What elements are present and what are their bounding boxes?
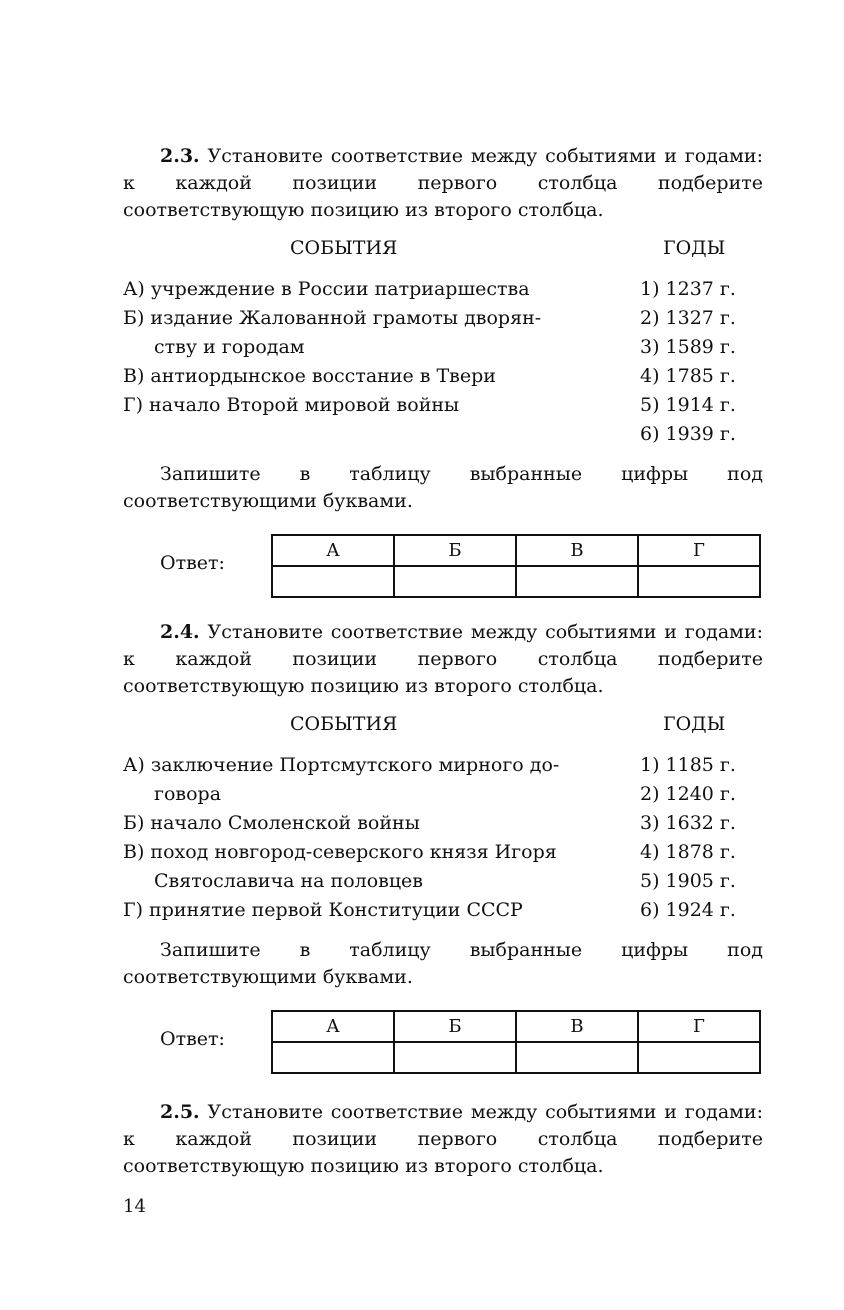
answer-col-header: А <box>272 535 394 566</box>
task-number: 2.5. <box>160 1101 200 1123</box>
column-headers <box>123 237 763 265</box>
answer-col-header: А <box>272 1011 394 1042</box>
matching-row <box>123 275 763 304</box>
matching-row <box>123 780 763 809</box>
year-item: 3) 1632 г. <box>640 812 736 834</box>
year-item: 6) 1924 г. <box>640 899 736 921</box>
matching-row <box>123 838 763 867</box>
answer-col-header: В <box>516 1011 638 1042</box>
years-header: ГОДЫ <box>663 237 726 259</box>
answer-cell[interactable] <box>638 1042 760 1073</box>
year-item: 3) 1589 г. <box>640 336 736 358</box>
task-intro <box>123 143 763 224</box>
answer-cell[interactable] <box>272 566 394 597</box>
event-item: В) поход новгород-северского князя Игоря <box>123 841 557 863</box>
matching-rows <box>123 751 763 925</box>
task-intro-text: Установите соответствие между событиями и годами: к каждой позиции первого столбца подберите соответствующую позицию из второго столбца. <box>123 145 763 221</box>
answer-col-header: Г <box>638 535 760 566</box>
event-item: ству и городам <box>154 336 305 358</box>
task-number: 2.3. <box>160 145 200 167</box>
year-item: 5) 1905 г. <box>640 870 736 892</box>
matching-row <box>123 391 763 420</box>
year-item: 6) 1939 г. <box>640 423 736 445</box>
events-header: СОБЫТИЯ <box>290 713 398 735</box>
task-2-4 <box>123 619 763 1076</box>
year-item: 4) 1878 г. <box>640 841 736 863</box>
task-intro-text: Установите соответствие между событиями и годами: к каждой позиции первого столбца подберите соответствующую позицию из второго столбца. <box>123 621 763 697</box>
matching-row <box>123 304 763 333</box>
year-item: 2) 1327 г. <box>640 307 736 329</box>
answer-table <box>271 534 761 598</box>
task-2-5 <box>123 1099 763 1180</box>
answer-block <box>123 1010 763 1076</box>
matching-row <box>123 333 763 362</box>
event-item: Б) начало Смоленской войны <box>123 812 420 834</box>
task-intro <box>123 1099 763 1180</box>
matching-row <box>123 867 763 896</box>
task-2-3 <box>123 143 763 600</box>
answer-col-header: Б <box>394 1011 516 1042</box>
event-item: В) антиордынское восстание в Твери <box>123 365 496 387</box>
answer-cell[interactable] <box>516 566 638 597</box>
answer-table <box>271 1010 761 1074</box>
year-item: 2) 1240 г. <box>640 783 736 805</box>
answer-label: Ответ: <box>160 552 225 574</box>
task-number: 2.4. <box>160 621 200 643</box>
answer-label: Ответ: <box>160 1028 225 1050</box>
matching-row <box>123 751 763 780</box>
matching-row <box>123 362 763 391</box>
event-item: Святославича на половцев <box>154 870 423 892</box>
answer-col-header: В <box>516 535 638 566</box>
answer-cell[interactable] <box>272 1042 394 1073</box>
matching-rows <box>123 275 763 449</box>
answer-cell[interactable] <box>394 1042 516 1073</box>
matching-row <box>123 809 763 838</box>
column-headers <box>123 713 763 741</box>
year-item: 4) 1785 г. <box>640 365 736 387</box>
instruction-text: Запишите в таблицу выбранные цифры под соответствующими буквами. <box>123 939 763 988</box>
matching-row <box>123 420 763 449</box>
task-intro <box>123 619 763 700</box>
answer-cell[interactable] <box>394 566 516 597</box>
event-item: А) учреждение в России патриаршества <box>123 278 530 300</box>
event-item: Б) издание Жалованной грамоты дворян- <box>123 307 542 329</box>
answer-cell[interactable] <box>638 566 760 597</box>
instruction-text: Запишите в таблицу выбранные цифры под соответствующими буквами. <box>123 463 763 512</box>
answer-cell[interactable] <box>516 1042 638 1073</box>
event-item: А) заключение Портсмутского мирного до- <box>123 754 560 776</box>
matching-row <box>123 896 763 925</box>
years-header: ГОДЫ <box>663 713 726 735</box>
answer-col-header: Г <box>638 1011 760 1042</box>
event-item: Г) начало Второй мировой войны <box>123 394 460 416</box>
answer-block <box>123 534 763 600</box>
year-item: 1) 1237 г. <box>640 278 736 300</box>
year-item: 1) 1185 г. <box>640 754 736 776</box>
page-number: 14 <box>123 1196 146 1217</box>
event-item: Г) принятие первой Конституции СССР <box>123 899 523 921</box>
year-item: 5) 1914 г. <box>640 394 736 416</box>
events-header: СОБЫТИЯ <box>290 237 398 259</box>
event-item: говора <box>154 783 222 805</box>
task-intro-text: Установите соответствие между событиями и годами: к каждой позиции первого столбца подберите соответствующую позицию из второго столбца. <box>123 1101 763 1177</box>
answer-col-header: Б <box>394 535 516 566</box>
